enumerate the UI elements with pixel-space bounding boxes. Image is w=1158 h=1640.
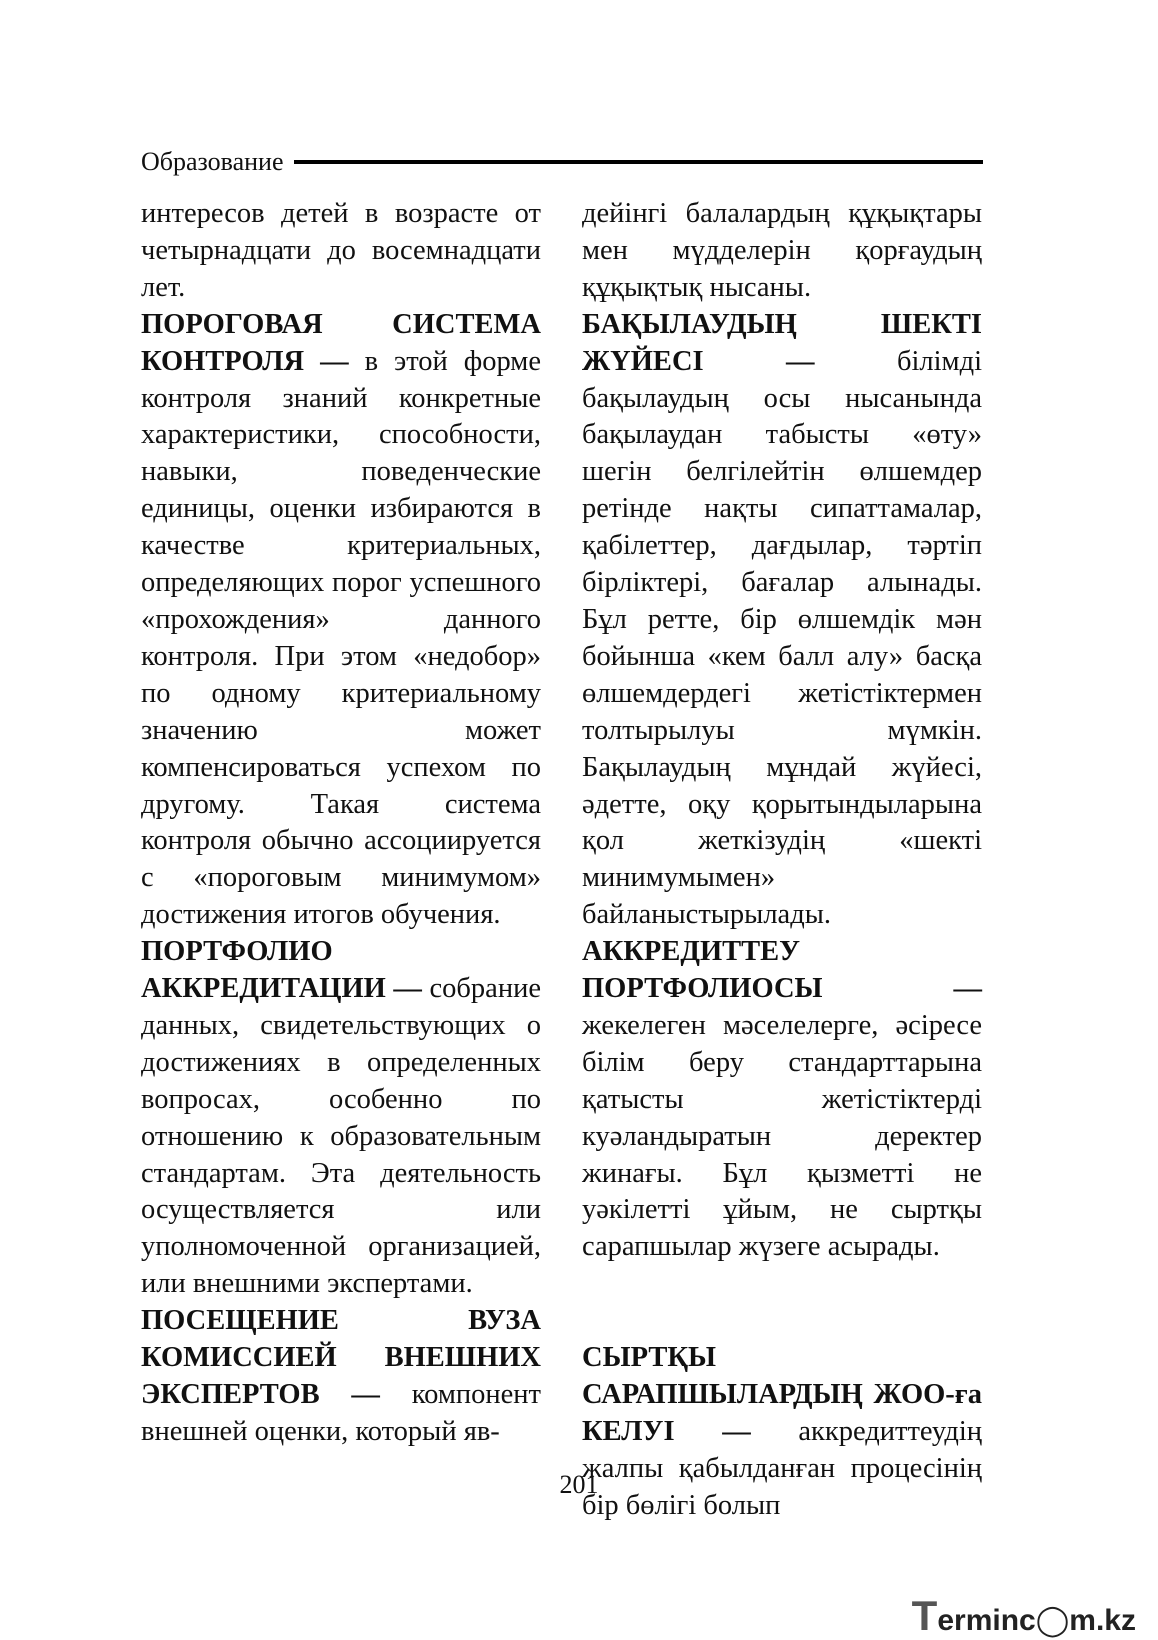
right-column — [582, 196, 982, 1525]
left-entry — [141, 1303, 541, 1451]
left-entry — [141, 934, 541, 1303]
left-intro-text: интересов детей в возрасте от четырнадцати до восемнадцати лет. — [141, 198, 541, 303]
entry-definition: жекелеген мәселелерге, әсіресе білім беру стандарттарына қатысты жетістіктерді куәландыратын деректер жинағы. Бұл қызметті не уәкілетті ұйым, не сыртқы сарапшылар жүзеге асырады. — [582, 1009, 982, 1263]
right-intro-text: дейінгі балалардың құқықтары мен мүдделерін қорғаудың құқықтық нысаны. — [582, 198, 982, 303]
magnifier-icon: ◯ — [1035, 1604, 1070, 1637]
watermark-text: erminc — [937, 1604, 1036, 1637]
entry-definition: аккредиттеудің жалпы қабылданған процесінің бір бөлігі болып — [582, 1415, 982, 1521]
page-number: 201 — [559, 1470, 599, 1499]
entry-definition: білімді бақылаудың осы нысанында бақылаудан табысты «өту» шегін белгілейтін өлшемдер ретінде нақты сипаттамалар, қабілеттер, дағдылар, тәртіп бірліктері, бағалар алынады. Бұл ретте, бір өлшемдік мән бойынша «кем балл алу» басқа өлшемдердегі жетістіктермен толтырылуы мүмкін. Бақылаудың мұндай жүйесі, әдетте, оқу қорытындыларына қол жеткізудің «шекті минимумымен» байланыстырылады. — [582, 345, 982, 931]
entry-term: БАҚЫЛАУДЫҢ ШЕКТІ ЖҮЙЕСІ — — [582, 308, 982, 377]
entry-definition: собрание данных, свидетельствующих о достижениях в определенных вопросах, особенно по отношению к образовательным стандартам. Эта деятельность осуществляется или уполномоченной организацией, или внешними экспертами. — [141, 973, 541, 1300]
header-rule — [294, 160, 983, 164]
left-column — [141, 196, 541, 1451]
watermark-initial: T — [911, 1592, 938, 1639]
entry-term: СЫРТҚЫ САРАПШЫЛАРДЫҢ ЖОО-ға КЕЛУІ — — [582, 1342, 982, 1447]
right-entry — [582, 934, 982, 1266]
entry-definition: компонент внешней оценки, который яв- — [141, 1379, 541, 1447]
entry-term: ПОРТФОЛИО АККРЕДИТАЦИИ — — [141, 936, 422, 1005]
watermark-tail: m.kz — [1069, 1604, 1136, 1637]
right-entry — [582, 307, 982, 934]
column-spacer — [582, 1303, 982, 1340]
entry-term: ПОРОГОВАЯ СИСТЕМА КОНТРОЛЯ — — [141, 308, 541, 377]
left-entry — [141, 307, 541, 934]
entry-term: ПОСЕЩЕНИЕ ВУЗА КОМИССИЕЙ ВНЕШНИХ ЭКСПЕРТОВ — — [141, 1305, 541, 1410]
entry-definition: в этой форме контроля знаний конкретные характеристики, способности, навыки, поведенческие единицы, оценки избираются в качестве критериальных, определяющих порог успешного «прохождения» данного контроля. При этом «недобор» по одному критериальному значению может компенсироваться успехом по другому. Такая система контроля обычно ассоциируется с «пороговым минимумом» достижения итогов обучения. — [141, 345, 541, 931]
entry-term: АККРЕДИТТЕУ ПОРТФОЛИОСЫ — — [582, 936, 982, 1005]
header-title: Образование — [141, 147, 284, 176]
running-header — [141, 142, 983, 182]
watermark-logo — [912, 1592, 1136, 1640]
column-spacer — [582, 1266, 982, 1303]
